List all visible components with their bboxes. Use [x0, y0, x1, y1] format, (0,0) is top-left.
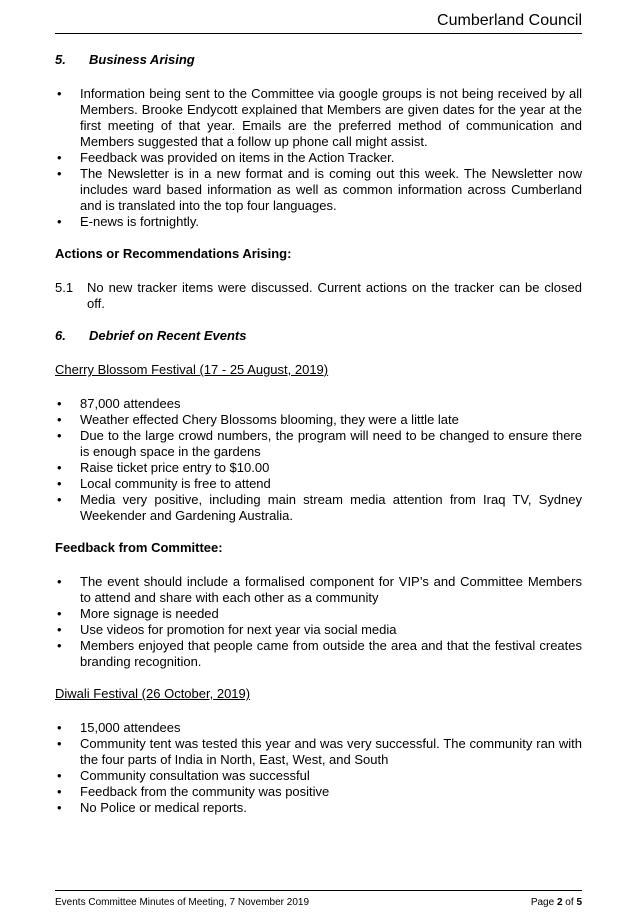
cherry-blossom-list	[55, 396, 582, 524]
list-item: • Media very positive, including main stream media attention from Iraq TV, Sydney Weekender and Gardening Australia.	[55, 492, 582, 524]
section-6-number: 6.	[55, 328, 66, 343]
page-header	[55, 12, 582, 34]
section-6-heading	[55, 328, 582, 344]
section-6-title: Debrief on Recent Events	[89, 328, 247, 343]
list-item: • Information being sent to the Committee via google groups is not being received by all Members. Brooke Endycott explained that Members are given dates for the year at the first meeting of that year. Emails are the preferred method of communication and Members suggested that a follow up phone call might assist.	[55, 86, 582, 150]
document-body	[55, 52, 582, 832]
list-item: • 87,000 attendees	[55, 396, 582, 412]
list-item: • 15,000 attendees	[55, 720, 582, 736]
list-item: • More signage is needed	[55, 606, 582, 622]
action-item-text: No new tracker items were discussed. Current actions on the tracker can be closed off.	[87, 280, 582, 311]
section-5-heading	[55, 52, 582, 68]
list-item: • Local community is free to attend	[55, 476, 582, 492]
page-total: 5	[576, 897, 582, 908]
page-current: 2	[556, 897, 563, 908]
action-item-number: 5.1	[55, 280, 74, 295]
header-title: Cumberland Council	[437, 12, 582, 29]
cherry-blossom-title: Cherry Blossom Festival (17 - 25 August, 2019)	[55, 362, 329, 377]
page-footer	[55, 890, 582, 908]
page-number	[531, 897, 582, 908]
list-item: • Use videos for promotion for next year via social media	[55, 622, 582, 638]
page-of: of	[562, 897, 577, 908]
list-item: • No Police or medical reports.	[55, 800, 582, 816]
list-item: • Feedback from the community was positive	[55, 784, 582, 800]
list-item: • The Newsletter is in a new format and is coming out this week. The Newsletter now includes ward based information as well as common information across Cumberland and is translated into the top four languages.	[55, 166, 582, 214]
list-item: • Feedback was provided on items in the Action Tracker.	[55, 150, 582, 166]
list-item: • E-news is fortnightly.	[55, 214, 582, 230]
footer-document-title: Events Committee Minutes of Meeting, 7 November 2019	[55, 897, 310, 908]
diwali-title: Diwali Festival (26 October, 2019)	[55, 686, 251, 701]
feedback-list	[55, 574, 582, 670]
list-item: • Members enjoyed that people came from outside the area and that the festival creates branding recognition.	[55, 638, 582, 670]
action-item	[55, 280, 582, 312]
feedback-heading: Feedback from Committee:	[55, 540, 223, 555]
diwali-list	[55, 720, 582, 816]
list-item: • Community tent was tested this year and was very successful. The community ran with the four parts of India in North, East, West, and South	[55, 736, 582, 768]
list-item: • Weather effected Chery Blossoms blooming, they were a little late	[55, 412, 582, 428]
list-item: • Community consultation was successful	[55, 768, 582, 784]
section-5-number: 5.	[55, 52, 66, 67]
list-item: • Raise ticket price entry to $10.00	[55, 460, 582, 476]
actions-heading: Actions or Recommendations Arising:	[55, 246, 292, 261]
list-item: • Due to the large crowd numbers, the program will need to be changed to ensure there is enough space in the gardens	[55, 428, 582, 460]
section-5-title: Business Arising	[89, 52, 195, 67]
list-item: • The event should include a formalised component for VIP’s and Committee Members to attend and share with each other as a community	[55, 574, 582, 606]
business-arising-list	[55, 86, 582, 230]
page-prefix: Page	[530, 897, 557, 908]
